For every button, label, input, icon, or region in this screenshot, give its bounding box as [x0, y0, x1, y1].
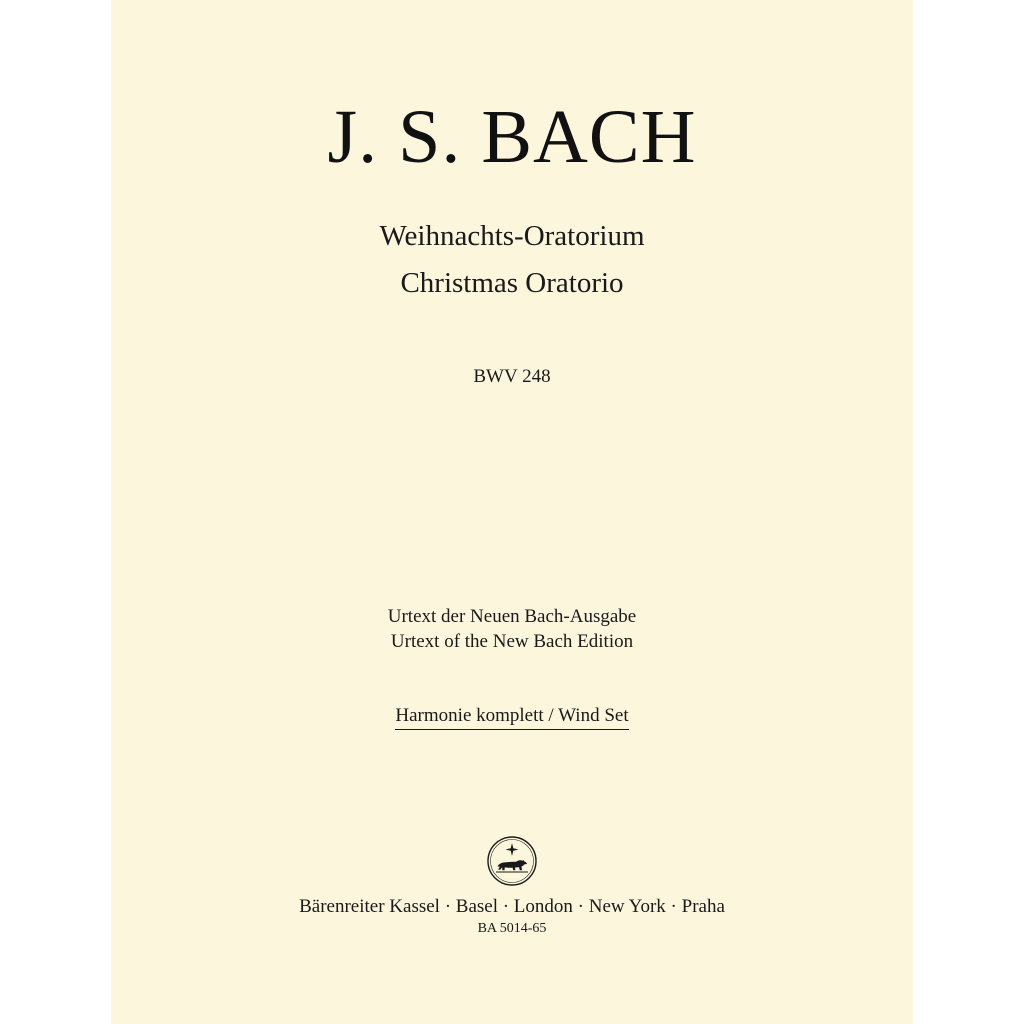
publisher-line: Bärenreiter Kassel · Basel · London · New York · Praha	[299, 896, 725, 917]
urtext-english: Urtext of the New Bach Edition	[390, 631, 634, 652]
order-number: BA 5014-65	[477, 921, 547, 936]
score-cover	[111, 0, 913, 1024]
urtext-german: Urtext der Neuen Bach-Ausgabe	[387, 606, 637, 627]
catalog-number: BWV 248	[473, 366, 551, 387]
title-german: Weihnachts-Oratorium	[379, 220, 645, 252]
edition-line	[111, 704, 913, 730]
edition-label: Harmonie komplett / Wind Set	[395, 704, 628, 730]
composer-name: J. S. BACH	[327, 95, 697, 179]
baerenreiter-bear-logo	[485, 834, 539, 888]
title-english: Christmas Oratorio	[400, 267, 624, 299]
